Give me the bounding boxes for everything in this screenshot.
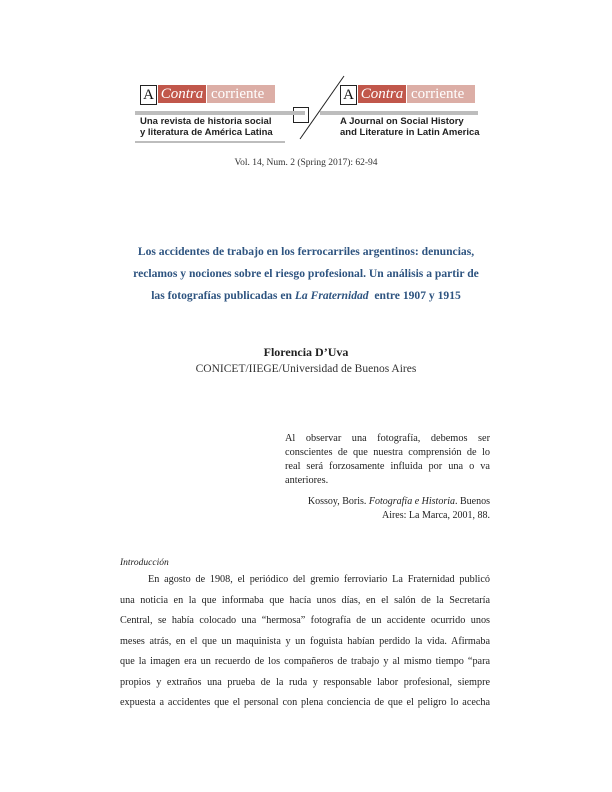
article-title [120,241,492,307]
body-line: que la imagen era un recuerdo de los compañeros de trabajo y al mismo tiempo “para [120,656,490,667]
title-periodical: La Fraternidad [294,289,369,302]
title-line-1: Los accidentes de trabajo en los ferrocarriles argentinos: denuncias, [137,245,475,258]
volume-info: Vol. 14, Num. 2 (Spring 2017): 62-94 [234,158,378,168]
body-line: una noticia en la que informaba que hacía unos días, en el salón de la Secretaría [120,594,490,606]
epigraph-text: Al observar una fotografía, debemos ser conscientes de que nuestra comprensión de lo real será forzosamente influida por una o va anteriores. [285,433,490,486]
citation-line-2: Aires: La Marca, 2001, 88. [381,510,490,521]
citation-line-1 [285,495,490,509]
title-line-3 [120,285,492,307]
masthead-right-a: A [340,85,357,105]
title-line-3-after: entre 1907 y 1915 [368,289,461,302]
body-line: Central, se había colocado una “hermosa” fotografía de un accidente ocurrido unos [120,615,490,626]
masthead-left-subtitle [140,117,310,138]
epigraph-citation [285,495,490,523]
masthead-left-a: A [140,85,157,105]
body-line: En agosto de 1908, el periódico del gremio ferroviario La Fraternidad publicó [148,574,490,585]
body-line: meses atrás, en el que un maquinista y un foguista habían perdido la vida. Afirmaba [120,635,490,647]
title-line-2: reclamos y nociones sobre el riesgo profesional. Un análisis a partir de [133,267,479,280]
body-paragraph [120,570,490,714]
masthead-right-corriente: corriente [407,85,475,103]
section-heading: Introducción [120,558,169,568]
masthead-left-bottom-bar [135,141,285,143]
body-line: propios y extraños una prueba de la ruda y responsable labor profesional, siempre [120,676,490,688]
author-name: Florencia D’Uva [263,345,349,359]
title-line-3-before: las fotografías publicadas en [151,289,295,302]
masthead-left-corriente: corriente [207,85,275,103]
masthead-left-contra: Contra [158,85,206,103]
masthead-left-subtitle-line2: y literatura de América Latina [140,126,273,138]
citation-rest: . Buenos [455,496,490,507]
citation-title: Fotografía e Historia [368,496,455,507]
masthead-left-bar [135,111,305,115]
masthead-right-contra: Contra [358,85,406,103]
masthead-right-bar [320,111,478,115]
masthead-right-subtitle-line2: and Literature in Latin America [340,126,480,138]
body-line: expuesta a accidentes que el personal con plena conciencia de que el peligro lo acecha [120,697,490,708]
masthead-left-subtitle-line1: Una revista de historia social [140,116,272,127]
masthead-right-subtitle [340,117,510,138]
author-affiliation: CONICET/IIEGE/Universidad de Buenos Aires [195,363,417,375]
citation-author: Kossoy, Boris. [307,496,369,507]
masthead-right-subtitle-line1: A Journal on Social History [340,116,464,127]
